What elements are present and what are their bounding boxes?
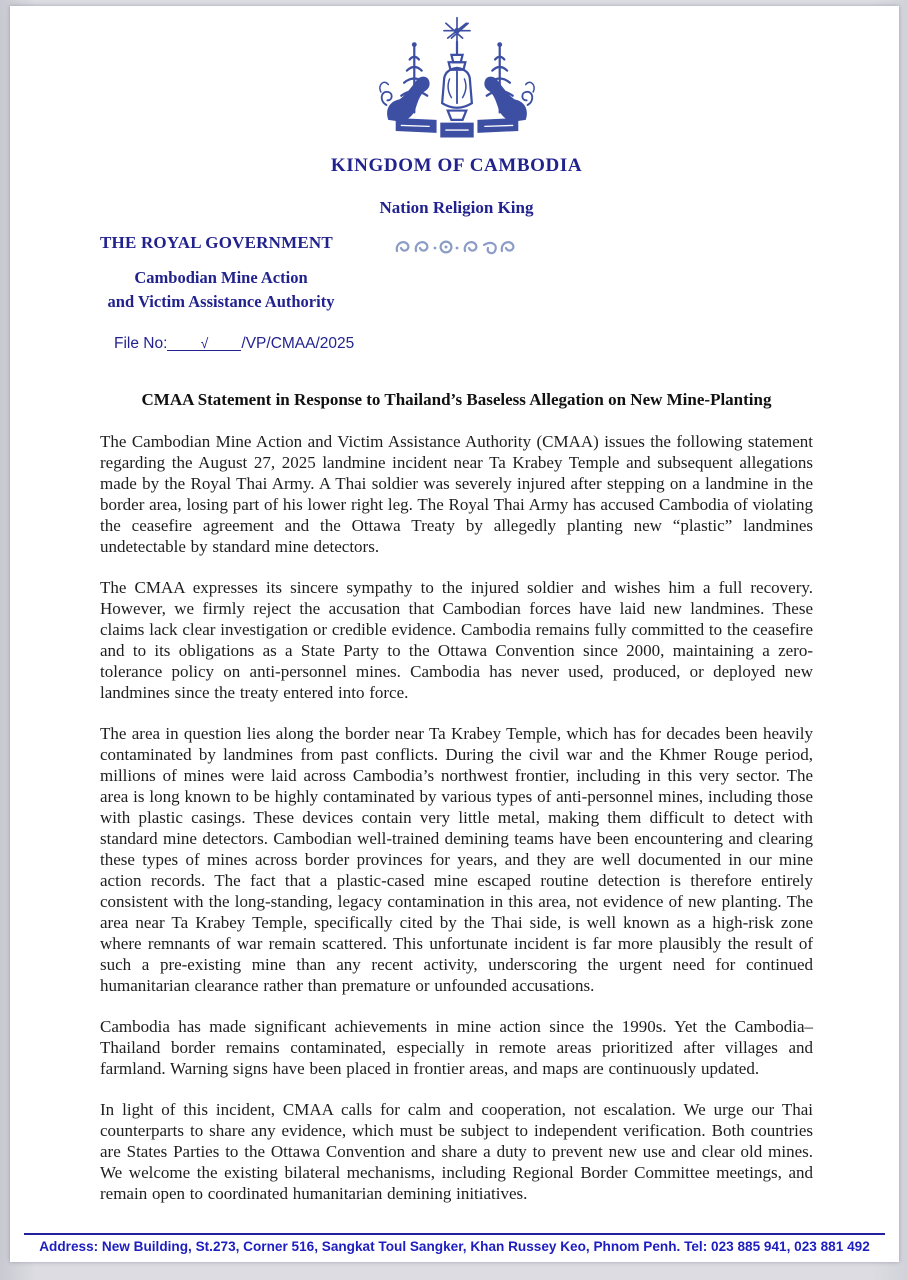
paragraph-4: Cambodia has made significant achievements in mine action since the 1990s. Yet the Cambodia–Thailand border remains contaminated, especially in remote areas prioritized after villages and farmland. Warning signs have been placed in frontier areas, and maps are continuously updated. [100,1017,813,1078]
footer-address: Address: New Building, St.273, Corner 516, Sangkat Toul Sangker, Khan Russey Keo, Phnom Penh. Tel: 023 885 941, 023 881 492 [39,1239,870,1254]
motto-line: Nation Religion King [379,198,534,217]
statement-body [100,431,813,1204]
paragraph-2: The CMAA expresses its sincere sympathy to the injured soldier and wishes him a full recovery. However, we firmly reject the accusation that Cambodian forces have laid new landmines. These claims lack clear investigation or credible evidence. Cambodia remains fully committed to the ceasefire and to its obligations as a State Party to the Ottawa Convention since 2000, maintaining a zero-tolerance policy on anti-personnel mines. Cambodia has never used, produced, or deployed new landmines since the treaty entered into force. [100,578,813,702]
file-number-line [114,335,813,353]
emblem-wrap [100,14,813,149]
authority-line1: Cambodian Mine Action [134,268,308,287]
file-number-suffix: /VP/CMAA/2025 [241,335,355,352]
authority-line2: and Victim Assistance Authority [107,292,335,311]
footer-address-bar [24,1233,885,1254]
document-page [10,6,899,1262]
paragraph-3: The area in question lies along the border near Ta Krabey Temple, which has for decades been heavily contaminated by landmines from past conflicts. During the civil war and the Khmer Rouge period, millions of mines were laid across Cambodia’s northwest frontier, including in this very sector. The area is long known to be highly contaminated by various types of anti-personnel mines, including those with plastic casings. These devices contain very little metal, making them difficult to detect with standard mine detectors. Cambodian well-trained demining teams have been encountering and clearing these types of mines across border provinces for years, and they are well documented in our mine action records. The fact that a plastic-cased mine escaped routine detection is therefore entirely consistent with the long-standing, legacy contamination in this area, not evidence of new planting. The area near Ta Krabey Temple, specifically cited by the Thai side, is well known as a high-risk zone where remnants of war remain scattered. This unfortunate incident is far more plausibly the result of such a pre-existing mine than any recent activity, underscoring the urgent need for continued humanitarian clearance rather than premature or unfounded accusations. [100,724,813,995]
khmer-flourish-divider-icon [394,236,520,258]
royal-arms-of-cambodia-icon [373,14,541,144]
file-number-label: File No: [114,335,168,352]
paragraph-1: The Cambodian Mine Action and Victim Assistance Authority (CMAA) issues the following statement regarding the August 27, 2025 landmine incident near Ta Krabey Temple and subsequent allegations made by the Royal Thai Army. A Thai soldier was severely injured after stepping on a landmine in the border area, losing part of his lower right leg. The Royal Thai Army has accused Cambodia of violating the ceasefire agreement and the Ottawa Treaty by allegedly planting new “plastic” landmines undetectable by standard mine detectors. [100,432,813,556]
statement-title: CMAA Statement in Response to Thailand’s Baseless Allegation on New Mine-Planting [141,390,772,409]
authority-name [100,266,342,314]
royal-government-heading: THE ROYAL GOVERNMENT [100,233,333,252]
file-number-blank: √ [167,336,241,351]
government-block [100,233,342,314]
paragraph-5: In light of this incident, CMAA calls for calm and cooperation, not escalation. We urge our Thai counterparts to share any evidence, which must be subject to independent verification. Both countries are States Parties to the Ottawa Convention and share a duty to prevent new use and clear old mines. We welcome the existing bilateral mechanisms, including Regional Border Committee meetings, and remain open to coordinated humanitarian demining initiatives. [100,1100,813,1203]
government-header-row [100,233,813,314]
kingdom-title: KINGDOM OF CAMBODIA [330,155,583,176]
